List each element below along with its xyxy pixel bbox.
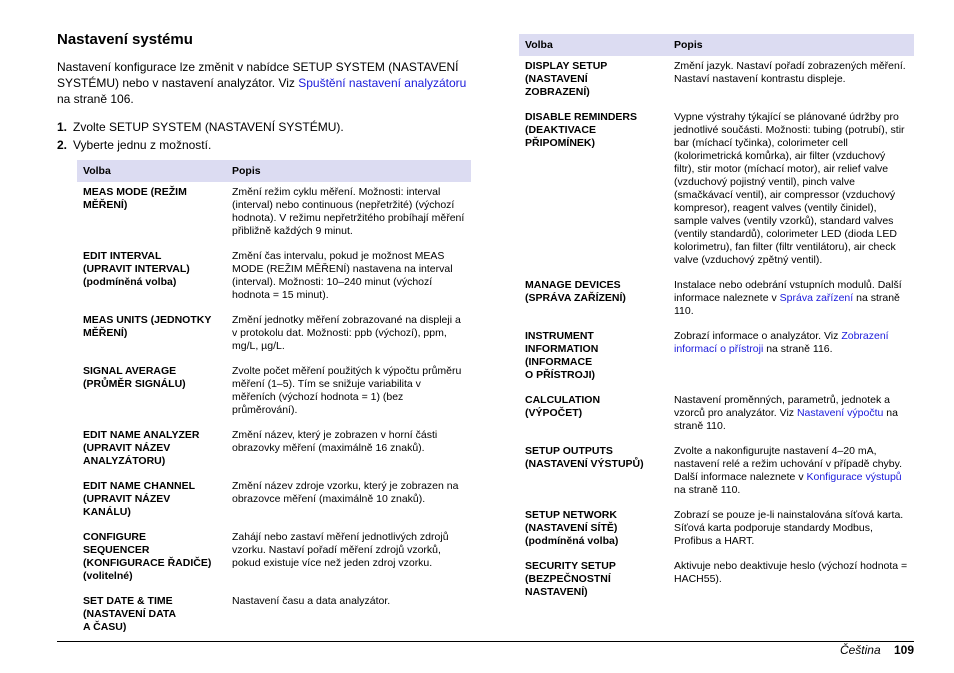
description-cell	[668, 275, 914, 326]
cross-reference-link[interactable]: Nastavení výpočtu	[796, 407, 884, 419]
table-row	[77, 361, 471, 425]
step-text: Zvolte SETUP SYSTEM (NASTAVENÍ SYSTÉMU).	[73, 120, 344, 134]
intro-text-end: na straně 106.	[57, 92, 134, 106]
option-cell: MEAS MODE (REŽIM MĚŘENÍ)	[83, 186, 187, 211]
table-row	[519, 390, 914, 441]
cross-reference-link[interactable]: Konfigurace výstupů	[806, 471, 902, 483]
cross-reference-link[interactable]: Správa zařízení	[779, 292, 854, 304]
page-footer	[840, 643, 914, 657]
table-row	[519, 56, 914, 107]
description-cell	[668, 441, 914, 505]
table-row	[77, 182, 471, 246]
description-cell	[668, 505, 914, 556]
footer-language: Čeština	[839, 643, 881, 657]
description-text: Instalace nebo odebrání vstupních modulů. Další informace naleznete v	[674, 279, 902, 304]
description-cell: Změní čas intervalu, pokud je možnost MEAS MODE (REŽIM MĚŘENÍ) nastavena na interval (interval). Možnosti: 10–240 minut (výchozí hodnota = 15 minut).	[232, 250, 453, 301]
step-text: Vyberte jednu z možností.	[73, 138, 212, 152]
table-body-right	[519, 56, 914, 607]
option-cell: SETUP NETWORK (NASTAVENÍ SÍTĚ) (podmíněná volba)	[525, 509, 619, 547]
header-description: Popis	[226, 160, 471, 182]
description-text: Aktivuje nebo deaktivuje heslo (výchozí hodnota = HACH55).	[674, 560, 908, 585]
description-cell: Změní jednotky měření zobrazované na displeji a v protokolu dat. Možnosti: ppb (výchozí), ppm, mg/L, µg/L.	[232, 314, 461, 352]
footer-divider	[57, 641, 914, 642]
header-option: Volba	[519, 34, 668, 56]
description-cell: Změní název, který je zobrazen v horní části obrazovky měření (maximálně 16 znaků).	[232, 429, 438, 454]
step-item	[57, 137, 471, 153]
step-number: 2.	[57, 138, 68, 152]
table-header-row	[77, 160, 471, 182]
option-cell: SIGNAL AVERAGE (PRŮMĚR SIGNÁLU)	[83, 365, 186, 390]
option-cell: MANAGE DEVICES (SPRÁVA ZAŘÍZENÍ)	[525, 279, 626, 304]
table-row	[519, 505, 914, 556]
steps-list	[57, 119, 471, 153]
description-text: Zobrazí se pouze je-li nainstalována síťová karta. Síťová karta podporuje standardy Modbus, Profibus a HART.	[674, 509, 904, 547]
header-option: Volba	[77, 160, 226, 182]
table-row	[77, 476, 471, 527]
description-text-end: na straně 116.	[763, 343, 833, 355]
option-cell: CALCULATION (VÝPOČET)	[525, 394, 601, 419]
description-text: Zvolte a nakonfigurujte nastavení 4–20 mA, nastavení relé a režim uchování v případě chyby. Další informace naleznete v	[674, 445, 903, 483]
description-text-end: na straně 110.	[674, 484, 741, 496]
option-cell: EDIT NAME CHANNEL (UPRAVIT NÁZEV KANÁLU)	[83, 480, 195, 518]
description-text: Vypne výstrahy týkající se plánované údržby pro jednotlivé součásti. Možnosti: tubing (potrubí), stir bar (míchací tyčinka), colorimeter cell (kolorimetrická komůrka), air filter (vzduchový filtr), stir motor (míchací motor), air relief valve (vzduchový pojistný ventil), pinch valve (smačkávací ventil), air compressor (vzduchový kompresor), reagent valves (ventily činidel), sample valves (ventily vzorků), standard valves (ventily standardů), colorimeter LED (dioda LED kolorimetru), fan filter (filtr ventilátoru), air check valve (vzduchový zpětný ventil).	[674, 111, 905, 266]
description-text: Změní jazyk. Nastaví pořadí zobrazených měření. Nastaví nastavení kontrastu displeje.	[674, 60, 906, 85]
description-cell: Nastavení času a data analyzátor.	[232, 595, 391, 607]
step-number: 1.	[57, 120, 68, 134]
option-cell: EDIT INTERVAL (UPRAVIT INTERVAL) (podmíněná volba)	[83, 250, 190, 288]
option-cell: CONFIGURE SEQUENCER (KONFIGURACE ŘADIČE) (volitelné)	[83, 531, 212, 582]
table-row	[519, 326, 914, 390]
table-row	[77, 591, 471, 642]
description-cell	[668, 556, 914, 607]
description-cell	[668, 56, 914, 107]
page-title: Nastavení systému	[57, 31, 193, 48]
options-table-right	[519, 34, 914, 607]
description-text: Zobrazí informace o analyzátor. Viz	[674, 330, 842, 342]
table-row	[77, 527, 471, 591]
description-cell: Změní název zdroje vzorku, který je zobrazen na obrazovce měření (maximálně 10 znaků).	[232, 480, 459, 505]
option-cell: DISPLAY SETUP (NASTAVENÍ ZOBRAZENÍ)	[525, 60, 608, 98]
description-cell: Zahájí nebo zastaví měření jednotlivých zdrojů vzorku. Nastaví pořadí měření zdrojů vzorků, pokud existuje více než jeden zdroj vzorku.	[232, 531, 449, 569]
option-cell: SECURITY SETUP (BEZPEČNOSTNÍ NASTAVENÍ)	[525, 560, 616, 598]
intro-paragraph	[57, 59, 471, 107]
description-cell: Změní režim cyklu měření. Možnosti: interval (interval) nebo continuous (nepřetržité) (výchozí hodnota). V režimu nepřetržitého probíhají měření přibližně každých 9 minut.	[232, 186, 465, 237]
option-cell: EDIT NAME ANALYZER (UPRAVIT NÁZEV ANALYZÁTORU)	[83, 429, 200, 467]
table-body-left	[77, 182, 471, 642]
option-cell: SETUP OUTPUTS (NASTAVENÍ VÝSTUPŮ)	[525, 445, 644, 470]
table-row	[519, 275, 914, 326]
description-cell	[668, 107, 914, 275]
table-row	[77, 310, 471, 361]
options-table-left	[77, 160, 471, 642]
step-item	[57, 119, 471, 135]
header-description: Popis	[668, 34, 914, 56]
left-column	[57, 31, 471, 642]
description-cell: Zvolte počet měření použitých k výpočtu průměru měření (1–5). Tím se snižuje variabilita v měřeních (výchozí hodnota = 1) (bez průměrování).	[232, 365, 462, 416]
description-cell	[668, 390, 914, 441]
option-cell: DISABLE REMINDERS (DEAKTIVACE PŘIPOMÍNEK)	[525, 111, 638, 149]
right-column	[519, 34, 914, 607]
intro-link[interactable]: Spuštění nastavení analyzátoru	[298, 76, 467, 90]
option-cell: MEAS UNITS (JEDNOTKY MĚŘENÍ)	[83, 314, 212, 339]
table-header-row	[519, 34, 914, 56]
page-number: 109	[893, 643, 914, 657]
option-cell: INSTRUMENT INFORMATION (INFORMACE O PŘÍSTROJI)	[525, 330, 599, 381]
cross-reference-link[interactable]: Zobrazení informací o přístroji	[674, 330, 889, 355]
table-row	[77, 246, 471, 310]
table-row	[519, 441, 914, 505]
table-row	[77, 425, 471, 476]
description-text-end: na straně 110.	[674, 292, 900, 317]
description-text-end: na straně 110.	[674, 407, 898, 432]
option-cell: SET DATE & TIME (NASTAVENÍ DATA A ČASU)	[83, 595, 177, 633]
intro-text: Nastavení konfigurace lze změnit v nabídce SETUP SYSTEM (NASTAVENÍ SYSTÉMU) nebo v nastavení analyzátor. Viz	[57, 60, 459, 90]
table-row	[519, 556, 914, 607]
description-cell	[668, 326, 914, 390]
description-text: Nastavení proměnných, parametrů, jednotek a vzorců pro analyzátor. Viz	[674, 394, 890, 419]
table-row	[519, 107, 914, 275]
